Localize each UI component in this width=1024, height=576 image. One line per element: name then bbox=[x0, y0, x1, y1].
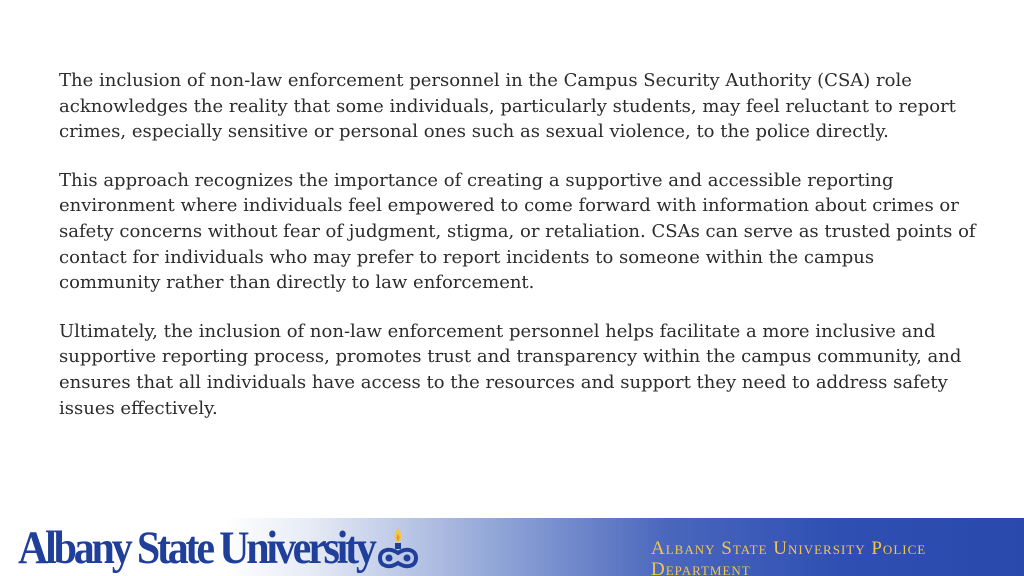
university-logo bbox=[18, 520, 420, 574]
department-name: Albany State University Police Department bbox=[651, 538, 927, 576]
torch-icon bbox=[376, 526, 420, 572]
logo-wordmark: Albany State University bbox=[18, 522, 374, 574]
slide-body bbox=[59, 68, 979, 444]
paragraph-conclusion: Ultimately, the inclusion of non-law enforcement personnel helps facilitate a more inclusive and supportive reporting process, promotes trust and transparency within the campus community, and ensures that all individuals have access to the resources and support they need to address safety issues effectively. bbox=[59, 320, 962, 419]
footer-banner bbox=[0, 518, 1024, 576]
paragraph-supportive-environment: This approach recognizes the importance of creating a supportive and accessible reporting environment where individuals feel empowered to come forward with information about crimes or safety concerns without fear of judgment, stigma, or retaliation. CSAs can serve as trusted points of contact for individuals who may prefer to report incidents to someone within the campus community rather than directly to law enforcement. bbox=[59, 169, 976, 294]
paragraph-csa-inclusion: The inclusion of non-law enforcement personnel in the Campus Security Authority (CSA) role acknowledges the reality that some individuals, particularly students, may feel reluctant to report crimes, especially sensitive or personal ones such as sexual violence, to the police directly. bbox=[59, 70, 956, 143]
